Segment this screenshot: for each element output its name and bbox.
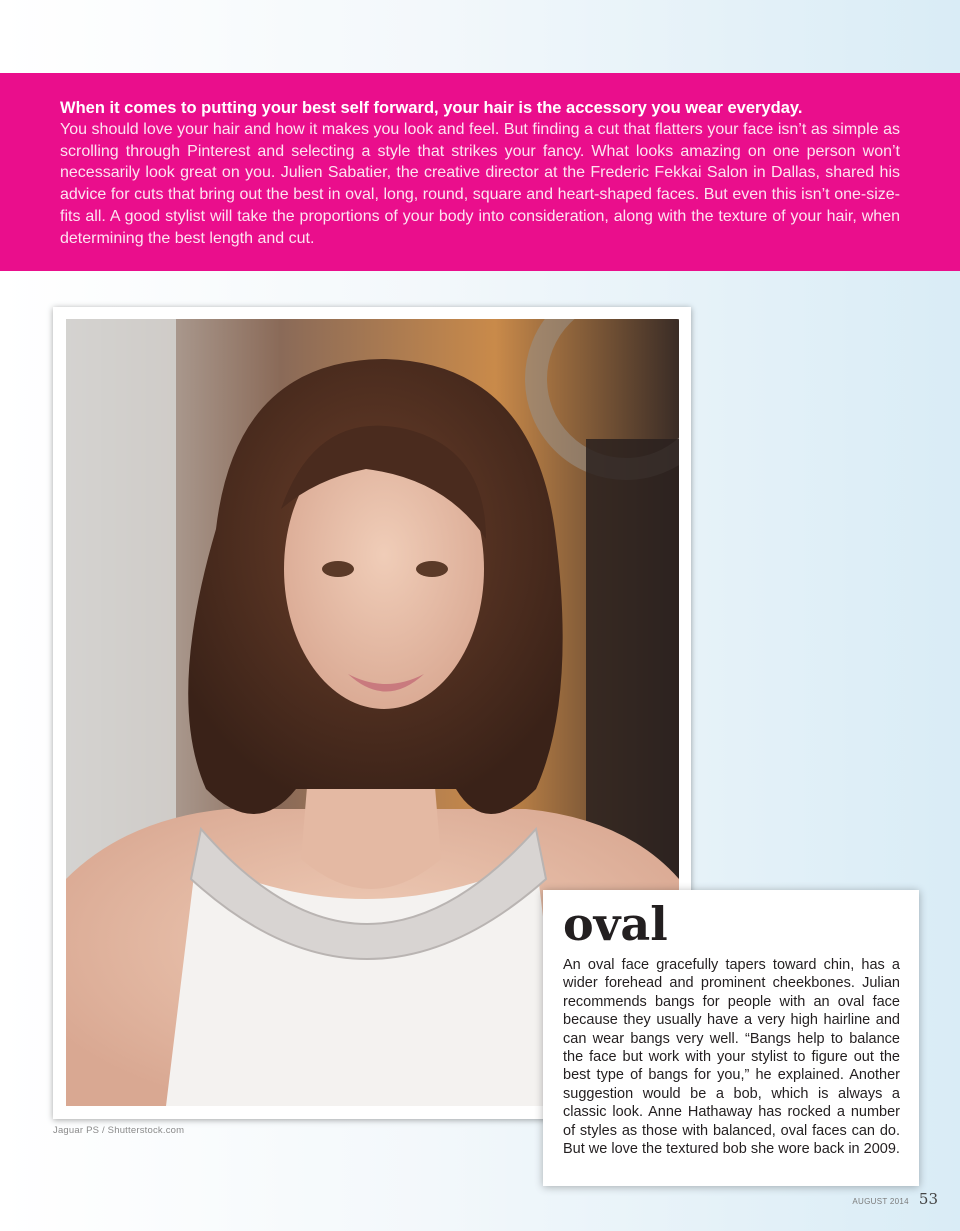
folio-month: AUGUST 2014	[852, 1197, 909, 1206]
page-folio	[852, 1190, 938, 1208]
intro-band	[0, 73, 960, 271]
intro-lead: When it comes to putting your best self forward, your hair is the accessory you wear everyday.	[60, 99, 803, 117]
intro-body: You should love your hair and how it makes you look and feel. But finding a cut that flatters your face isn’t as simple as scrolling through Pinterest and selecting a style that strikes your fancy. What looks amazing on one person won’t necessarily look great on you. Julien Sabatier, the creative director at the Frederic Fekkai Salon in Dallas, shared his advice for cuts that bring out the best in oval, long, round, square and heart-shaped faces. But even this isn’t one-size-fits all. A good stylist will take the proportions of your body into consideration, along with the texture of your hair, when determining the best length and cut.	[60, 121, 900, 247]
oval-title: oval	[563, 897, 668, 951]
page-number: 53	[918, 1190, 938, 1208]
oval-sidebar	[543, 890, 919, 1186]
oval-body: An oval face gracefully tapers toward chin, has a wider forehead and prominent cheekbones. Julian recommends bangs for people with an oval face because they usually have a very high hairline and can wear bangs very well. “Bangs help to balance the face but work with your stylist to figure out the best type of bangs for you,” he explained. Another suggestion would be a bob, which is always a classic look. Anne Hathaway has rocked a number of styles as those with balanced, oval faces can do. But we love the textured bob she wore back in 2009.	[563, 957, 900, 1158]
photo-credit: Jaguar PS / Shutterstock.com	[53, 1125, 185, 1136]
